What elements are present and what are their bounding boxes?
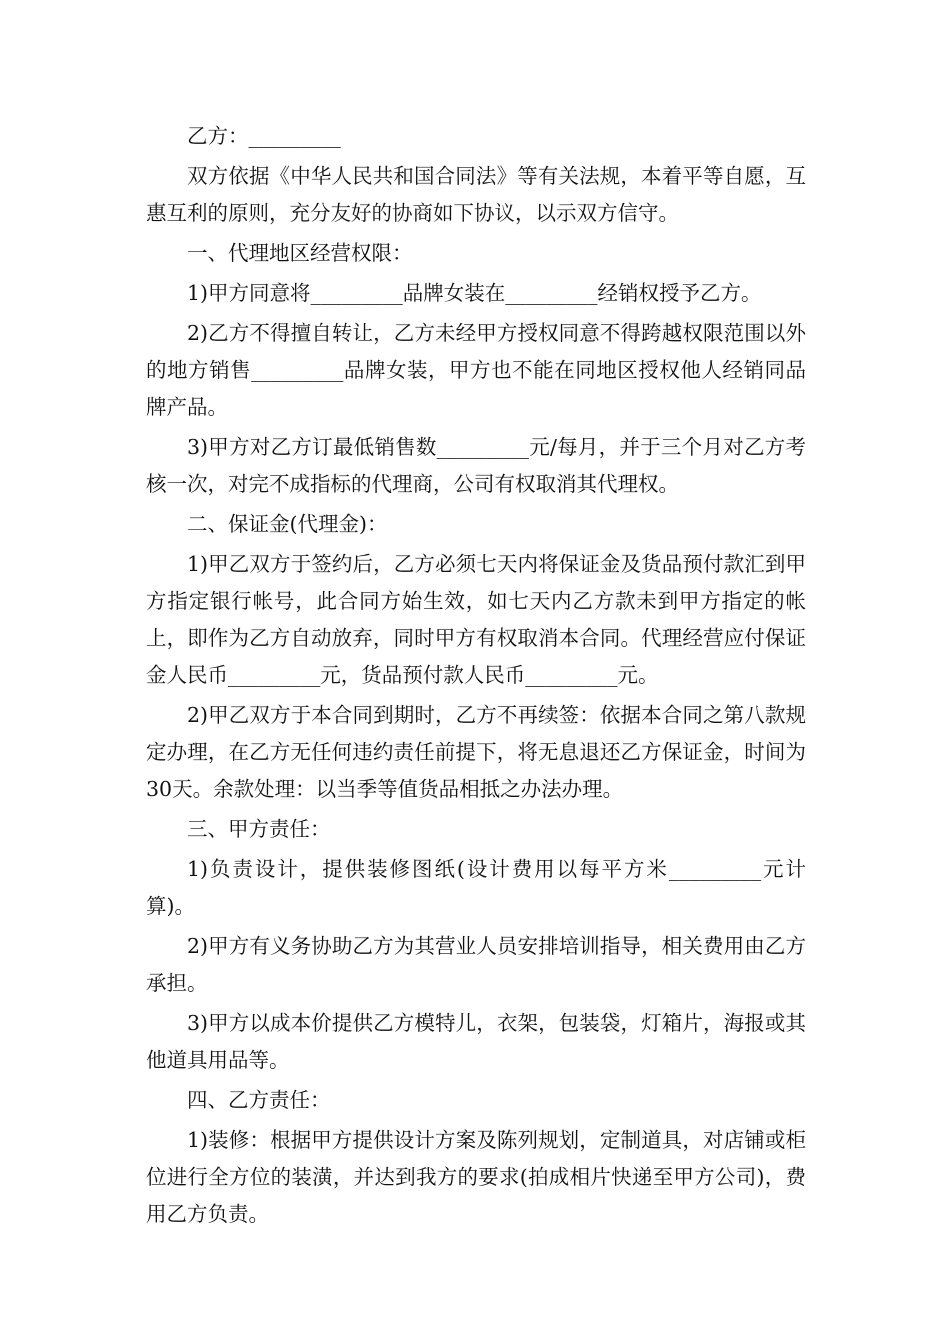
clause-3-2: 2)甲方有义务协助乙方为其营业人员安排培训指导，相关费用由乙方承担。: [146, 934, 806, 995]
section-heading-party-a-duties: 三、甲方责任：: [187, 817, 331, 841]
clause-2-1: 1)甲乙双方于签约后，乙方必须七天内将保证金及货品预付款汇到甲方指定银行帐号，此合同方始生效，如七天内乙方款未到甲方指定的帐上，即作为乙方自动放弃，同时甲方有权取消本合同。代理经营应付保证金人民币_________元，货品预付款人民币_________元。: [146, 552, 806, 687]
preamble-paragraph: 双方依据《中华人民共和国合同法》等有关法规，本着平等自愿，互惠互利的原则，充分友好的协商如下协议，以示双方信守。: [146, 164, 806, 225]
clause-1-2: 2)乙方不得擅自转让，乙方未经甲方授权同意不得跨越权限范围以外的地方销售_________品牌女装，甲方也不能在同地区授权他人经销同品牌产品。: [146, 321, 806, 419]
section-heading-party-b-duties: 四、乙方责任：: [187, 1088, 331, 1112]
clause-1-3: 3)甲方对乙方订最低销售数_________元/每月，并于三个月对乙方考核一次，对完不成指标的代理商，公司有权取消其代理权。: [146, 435, 806, 496]
clause-4-1: 1)装修：根据甲方提供设计方案及陈列规划，定制道具，对店铺或柜位进行全方位的装潢，并达到我方的要求(拍成相片快递至甲方公司)，费用乙方负责。: [146, 1128, 806, 1226]
section-heading-deposit: 二、保证金(代理金)：: [187, 512, 388, 536]
clause-2-2: 2)甲乙双方于本合同到期时，乙方不再续签：依据本合同之第八款规定办理，在乙方无任何违约责任前提下，将无息退还乙方保证金，时间为30天。余款处理：以当季等值货品相抵之办法办理。: [146, 703, 806, 801]
clause-1-1: 1)甲方同意将_________品牌女装在_________经销权授予乙方。: [187, 281, 762, 305]
contract-document: [146, 118, 806, 1236]
section-heading-agency-rights: 一、代理地区经营权限：: [187, 241, 413, 265]
clause-3-1: 1)负责设计，提供装修图纸(设计费用以每平方米_________元计算)。: [146, 857, 806, 918]
clause-3-3: 3)甲方以成本价提供乙方模特儿，衣架，包装袋，灯箱片，海报或其他道具用品等。: [146, 1011, 806, 1072]
party-b-line: 乙方：_________: [187, 124, 341, 148]
